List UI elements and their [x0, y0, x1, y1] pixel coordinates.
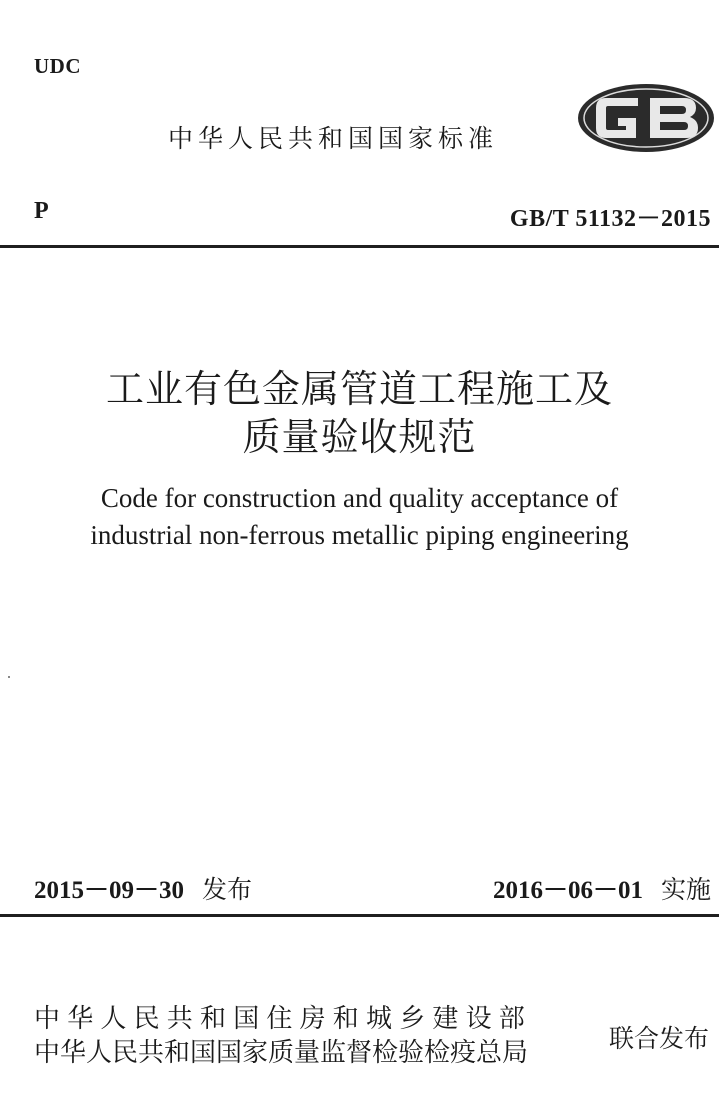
release-date-row — [34, 870, 252, 906]
effective-date-row — [493, 870, 711, 906]
effective-label: 实施 — [660, 875, 711, 904]
classification-code: P — [34, 198, 49, 224]
title-zh — [0, 366, 719, 462]
effective-date: 2016－06－01 — [492, 877, 643, 904]
national-standard-heading: 中华人民共和国国家标准 — [168, 124, 499, 153]
scan-speck — [8, 676, 10, 678]
standard-number: GB/T 51132－2015 — [509, 206, 711, 232]
release-date: 2015－09－30 — [34, 877, 185, 904]
title-en — [0, 480, 719, 554]
udc-label: UDC — [34, 54, 81, 78]
title-zh-line-1: 工业有色金属管道工程施工及 — [105, 369, 613, 411]
title-zh-line-2: 质量验收规范 — [242, 417, 477, 459]
top-divider — [0, 245, 719, 248]
title-en-line-2: industrial non-ferrous metallic piping engineering — [90, 520, 629, 550]
issuer-aqsiq: 中华人民共和国国家质量监督检验检疫总局 — [34, 1038, 529, 1068]
release-label: 发布 — [202, 875, 253, 904]
issuing-authorities — [34, 1002, 532, 1070]
bottom-divider — [0, 914, 719, 917]
gb-logo — [576, 82, 716, 154]
issuer-ministry-housing: 中华人民共和国住房和城乡建设部 — [34, 1004, 533, 1034]
title-en-line-1: Code for construction and quality acceptance of — [100, 483, 619, 513]
joint-issue-label: 联合发布 — [608, 1024, 709, 1053]
